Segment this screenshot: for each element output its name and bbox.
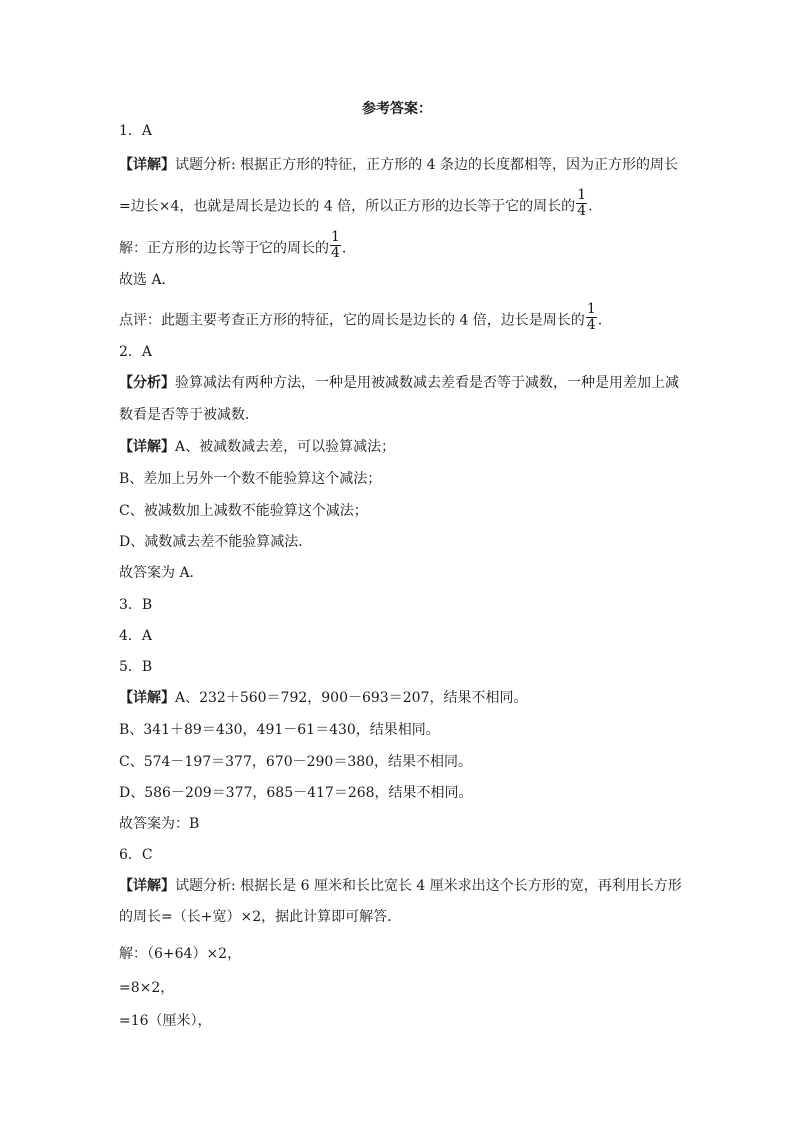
analysis-text: 验算减法有两种方法，一种是用被减数减去差看是否等于减数，一种是用差加上减	[175, 375, 679, 391]
solution-text: 解：正方形的边长等于它的周长的	[119, 240, 329, 257]
answer-6-detail-cont: 的周长=（长+宽）×2，据此计算即可解答．	[119, 909, 402, 925]
answer-5-detail	[119, 688, 527, 708]
answer-2-analysis	[119, 373, 679, 393]
answer-2-option-d: D、减数减去差不能验算减法．	[119, 534, 313, 550]
answer-6: 6．C	[119, 847, 153, 863]
answer-5-option-c: C、574－197＝377，670－290＝380，结果不相同。	[119, 754, 473, 770]
answer-2-option-b: B、差加上另外一个数不能验算这个减法；	[119, 471, 382, 487]
answer-2-detail	[119, 437, 395, 457]
answer-5-conclusion: 故答案为：B	[119, 816, 200, 832]
answer-2-option-c: C、被减数加上减数不能验算这个减法；	[119, 503, 368, 519]
answer-1: 1．A	[119, 123, 153, 139]
fraction-numerator: 1	[577, 187, 587, 203]
fraction-denominator: 4	[577, 203, 587, 219]
answer-6-detail	[119, 876, 682, 896]
detail-text: 试题分析: 根据正方形的特征，正方形的 4 条边的长度都相等，因为正方形的周长	[175, 157, 678, 173]
period: .	[588, 198, 593, 215]
comment-text: 点评：此题主要考查正方形的特征，它的周长是边长的 4 倍，边长是周长的	[119, 312, 585, 329]
answer-2: 2．A	[119, 344, 153, 360]
answer-1-detail-cont	[119, 187, 593, 222]
answer-6-solution: 解：（6+64）×2，	[119, 946, 242, 962]
analysis-tag: 【分析】	[119, 375, 175, 391]
detail-tag: 【详解】	[119, 157, 175, 173]
answer-2-analysis-cont: 数看是否等于被减数．	[119, 407, 259, 423]
fraction-one-quarter	[330, 230, 341, 261]
fraction-numerator: 1	[331, 229, 340, 245]
fraction-numerator: 1	[586, 301, 596, 317]
detail-text: A、被减数减去差，可以验算减法；	[175, 439, 396, 455]
fraction-denominator: 4	[331, 245, 340, 261]
answer-3: 3．B	[119, 597, 153, 613]
fraction-one-quarter	[586, 302, 597, 333]
answer-1-solution	[119, 229, 347, 264]
detail-text: A、232＋560＝792，900－693＝207，结果不相同。	[175, 690, 528, 706]
period: .	[597, 312, 603, 329]
answer-5-option-b: B、341＋89＝430，491－61＝430，结果相同。	[119, 722, 440, 738]
answer-6-result: =16（厘米），	[119, 1013, 212, 1029]
detail-tag: 【详解】	[119, 439, 175, 455]
answer-5-option-d: D、586－209＝377，685－417＝268，结果不相同。	[119, 785, 473, 801]
answer-1-detail	[119, 155, 678, 175]
detail-tag: 【详解】	[119, 690, 175, 706]
detail-text: =边长×4，也就是周长是边长的 4 倍，所以正方形的边长等于它的周长的	[119, 198, 576, 215]
detail-text: 试题分析: 根据长是 6 厘米和长比宽长 4 厘米求出这个长方形的宽，再利用长方形	[175, 878, 682, 894]
answer-1-choice: 故选 A．	[119, 272, 176, 288]
answer-1-comment	[119, 301, 603, 336]
answer-6-step: =8×2，	[119, 980, 175, 996]
fraction-denominator: 4	[586, 317, 596, 333]
fraction-one-quarter	[576, 188, 587, 219]
answer-2-conclusion: 故答案为 A．	[119, 565, 204, 581]
period: .	[341, 240, 347, 257]
page-title: 参考答案：	[362, 101, 432, 117]
detail-tag: 【详解】	[119, 878, 175, 894]
answer-4: 4．A	[119, 628, 153, 644]
answer-5: 5．B	[119, 659, 153, 675]
